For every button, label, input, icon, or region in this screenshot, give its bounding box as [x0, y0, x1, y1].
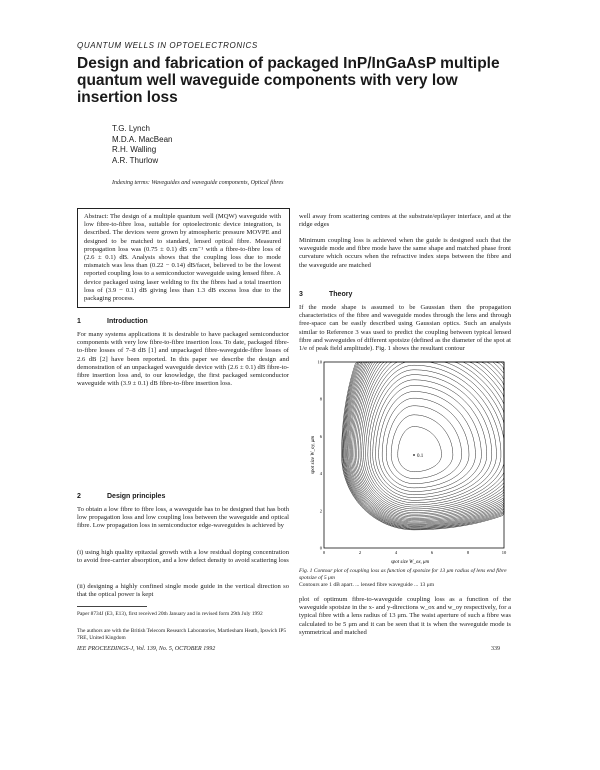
- abstract-text: Abstract: The design of a multiple quantum well (MQW) waveguide with low fibre-to-fibre loss, suitable for optoelectronic device integration, is described. The devices were grown by atmospheric pressure MOVPE and designed to be matched to standard, lensed optical fibre. Measured propagation loss was (0.75 ± 0.1) dB cm⁻¹ with a fibre-to-fibre loss of (2.6 ± 0.1) dB. Analysis shows that the coupling loss due to mode mismatch was less than (0.22 − 0.14) dB/facet, believed to be the lowest reported coupling loss to a semiconductor waveguide using lensed fibre. A device packaged using laser welding to fix the fibres had a total insertion loss of (3.9 − 0.1) dB giving less than 1.3 dB excess loss due to the packaging process.: [84, 213, 281, 303]
- y-tick-label: 0: [319, 545, 322, 551]
- footnote-rule: [77, 606, 147, 607]
- section-number: 2: [77, 493, 81, 500]
- theory-text: If the mode shape is assumed to be Gaussian then the propagation characteristics of the fibre and waveguide modes through the lens and through free-space can be easily described using Gaussian optics. Such an analysis similar to Reference 3 was used to predict the coupling between typical lensed fibre and waveguides of different spotsize (defined as the diameter of the spot at 1/e of peak field amplitude). Fig. 1 shows the resultant contour: [299, 304, 511, 353]
- figure-caption-note: Contours are 1 dB apart. ... lensed fibre waveguide ... 13 μm: [299, 582, 435, 588]
- x-tick-label: 4: [394, 550, 398, 555]
- y-tick-label: 8: [319, 396, 322, 402]
- minimum-point: [413, 454, 415, 456]
- design-item-i: (i) using high quality epitaxial growth with a low residual doping concentration to avoid free-carrier absorption, and a low defect density to avoid scattering loss: [77, 549, 289, 565]
- page-number: 339: [491, 646, 500, 652]
- section-title: Introduction: [107, 318, 148, 325]
- x-tick-label: 6: [430, 550, 434, 555]
- affiliation-footnote: The authors are with the British Telecom Research Laboratories, Martlesham Heath, Ipswich IP5 7RE, United Kingdom: [77, 628, 287, 641]
- design-text: To obtain a low fibre to fibre loss, a waveguide has to be designed that has both low propagation loss and low coupling loss between the waveguide and optical fibre. Low propagation loss in semiconductor edge-waveguides is achieved by: [77, 506, 289, 530]
- x-axis-label: spot size W_ox, μm: [390, 560, 430, 565]
- theory-continuation: plot of optimum fibre-to-waveguide coupling loss as a function of the waveguide spotsize in the x- and y-directions w_ox and w_oy respectively, for a typical fibre with a lens radius of 13 μm. The waist aperture of such a fibre was calculated to be 5 μm and it can be seen that it is when the waveguide mode is symmetrical and matched: [299, 596, 511, 636]
- author-list: [112, 124, 172, 166]
- x-tick-label: 10: [501, 550, 507, 555]
- x-tick-label: 0: [322, 550, 326, 555]
- x-tick-label: 8: [466, 550, 470, 555]
- section-number: 3: [299, 291, 303, 298]
- section-heading-introduction: [77, 318, 289, 325]
- y-tick-label: 4: [319, 471, 322, 477]
- section-number: 1: [77, 318, 81, 325]
- x-tick-label: 2: [358, 550, 362, 555]
- section-tag: QUANTUM WELLS IN OPTOELECTRONICS: [77, 41, 258, 50]
- figure-caption: Fig. 1 Contour plot of coupling loss as function of spotsize for 13 μm radius of lens end fibre spotsize of 5 μm: [299, 568, 507, 581]
- journal-footer: IEE PROCEEDINGS-J, Vol. 139, No. 5, OCTOBER 1992: [77, 646, 216, 652]
- section-heading-theory: [299, 291, 511, 298]
- section-heading-design: [77, 493, 289, 500]
- indexing-terms: Indexing terms: Waveguides and waveguide components, Optical fibres: [112, 180, 284, 186]
- author: M.D.A. MacBean: [112, 134, 173, 144]
- author: A.R. Thurlow: [112, 155, 159, 165]
- section-title: Design principles: [107, 493, 166, 500]
- figure-1: [310, 357, 510, 565]
- y-tick-label: 6: [319, 433, 322, 439]
- y-tick-label: 2: [319, 508, 322, 514]
- author: T.G. Lynch: [112, 124, 150, 133]
- introduction-text: For many systems applications it is desirable to have packaged semiconductor components with very low fibre-to-fibre insertion loss. To date, packaged fibre-to-fibre losses of 7–8 dB [1] and unpackaged fibre-waveguide-fibre losses of 2.6 dB [2] have been reported. In this paper we describe the design and demonstration of an unpackaged waveguide device with (2.6 ± 0.1) dB fibre-to-fibre insertion loss and, to our knowledge, the first packaged semiconductor waveguide with (3.9 ± 0.1) dB fibre-to-fibre insertion loss.: [77, 331, 289, 388]
- right-column-continuation: well away from scattering centres at the substrate/epilayer interface, and at the ridge edges: [299, 213, 511, 229]
- author: R.H. Walling: [112, 145, 157, 154]
- design-item-ii: (ii) designing a highly confined single mode guide in the vertical direction so that the optical power is kept: [77, 583, 289, 599]
- contour-plot: [310, 357, 510, 565]
- paper-info-footnote: Paper 8734J (E3, E13), first received 20th January and in revised form 29th July 1992: [77, 611, 263, 617]
- y-axis-label: spot size W_oy, μm: [311, 435, 316, 475]
- minimum-annotation: 0.1: [417, 454, 424, 459]
- section-title: Theory: [329, 291, 353, 298]
- y-tick-label: 10: [317, 359, 322, 365]
- coupling-paragraph: Minimum coupling loss is achieved when the guide is designed such that the waveguide mode and fibre mode have the same shape and matched phase front curvature which occurs when the refractive index steps between the fibre and the waveguide are matched: [299, 237, 511, 269]
- paper-title: Design and fabrication of packaged InP/InGaAsP multiple quantum well waveguide components with very low insertion loss: [77, 55, 500, 106]
